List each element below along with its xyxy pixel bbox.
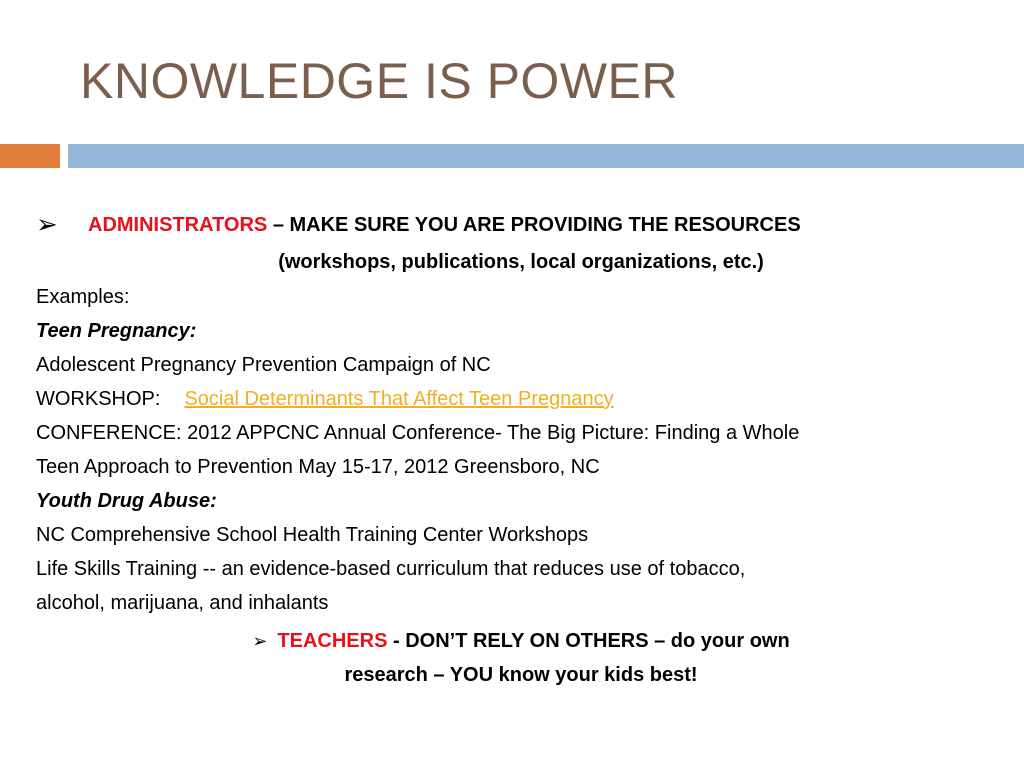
youth-line-2: Life Skills Training -- an evidence-based curriculum that reduces use of tobacco, — [36, 558, 746, 580]
youth-line-3: alcohol, marijuana, and inhalants — [36, 592, 329, 614]
teachers-line-2: research – YOU know your kids best! — [344, 664, 698, 686]
teen-pregnancy-heading: Teen Pregnancy: — [36, 320, 197, 342]
workshop-line — [36, 382, 1006, 416]
teachers-text: - DON’T RELY ON OTHERS – do your own — [387, 630, 790, 652]
administrators-label: ADMINISTRATORS — [88, 214, 268, 236]
bullet-administrators — [36, 205, 1006, 244]
title-accent-bar-orange — [0, 144, 60, 168]
conference-line-1: CONFERENCE: 2012 APPCNC Annual Conference- The Big Picture: Finding a Whole — [36, 422, 800, 444]
title-accent-bar-blue — [68, 144, 1024, 168]
arrow-bullet-icon: ➢ — [36, 209, 58, 239]
administrators-text: – MAKE SURE YOU ARE PROVIDING THE RESOURCES — [267, 214, 801, 236]
youth-line-1: NC Comprehensive School Health Training Center Workshops — [36, 524, 589, 546]
administrators-subtext: (workshops, publications, local organizations, etc.) — [278, 251, 764, 273]
workshop-link[interactable]: Social Determinants That Affect Teen Pregnancy — [184, 388, 614, 410]
slide-body — [36, 205, 1006, 692]
examples-label: Examples: — [36, 286, 130, 308]
teen-pregnancy-campaign: Adolescent Pregnancy Prevention Campaign of NC — [36, 354, 491, 376]
slide-title: KNOWLEDGE IS POWER — [80, 53, 678, 109]
teachers-label: TEACHERS — [277, 630, 388, 652]
youth-drug-heading: Youth Drug Abuse: — [36, 490, 217, 512]
workshop-label: WORKSHOP: — [36, 388, 161, 410]
arrow-bullet-icon: ➢ — [252, 631, 268, 651]
bullet-teachers — [36, 624, 1006, 658]
conference-line-2: Teen Approach to Prevention May 15-17, 2012 Greensboro, NC — [36, 456, 600, 478]
